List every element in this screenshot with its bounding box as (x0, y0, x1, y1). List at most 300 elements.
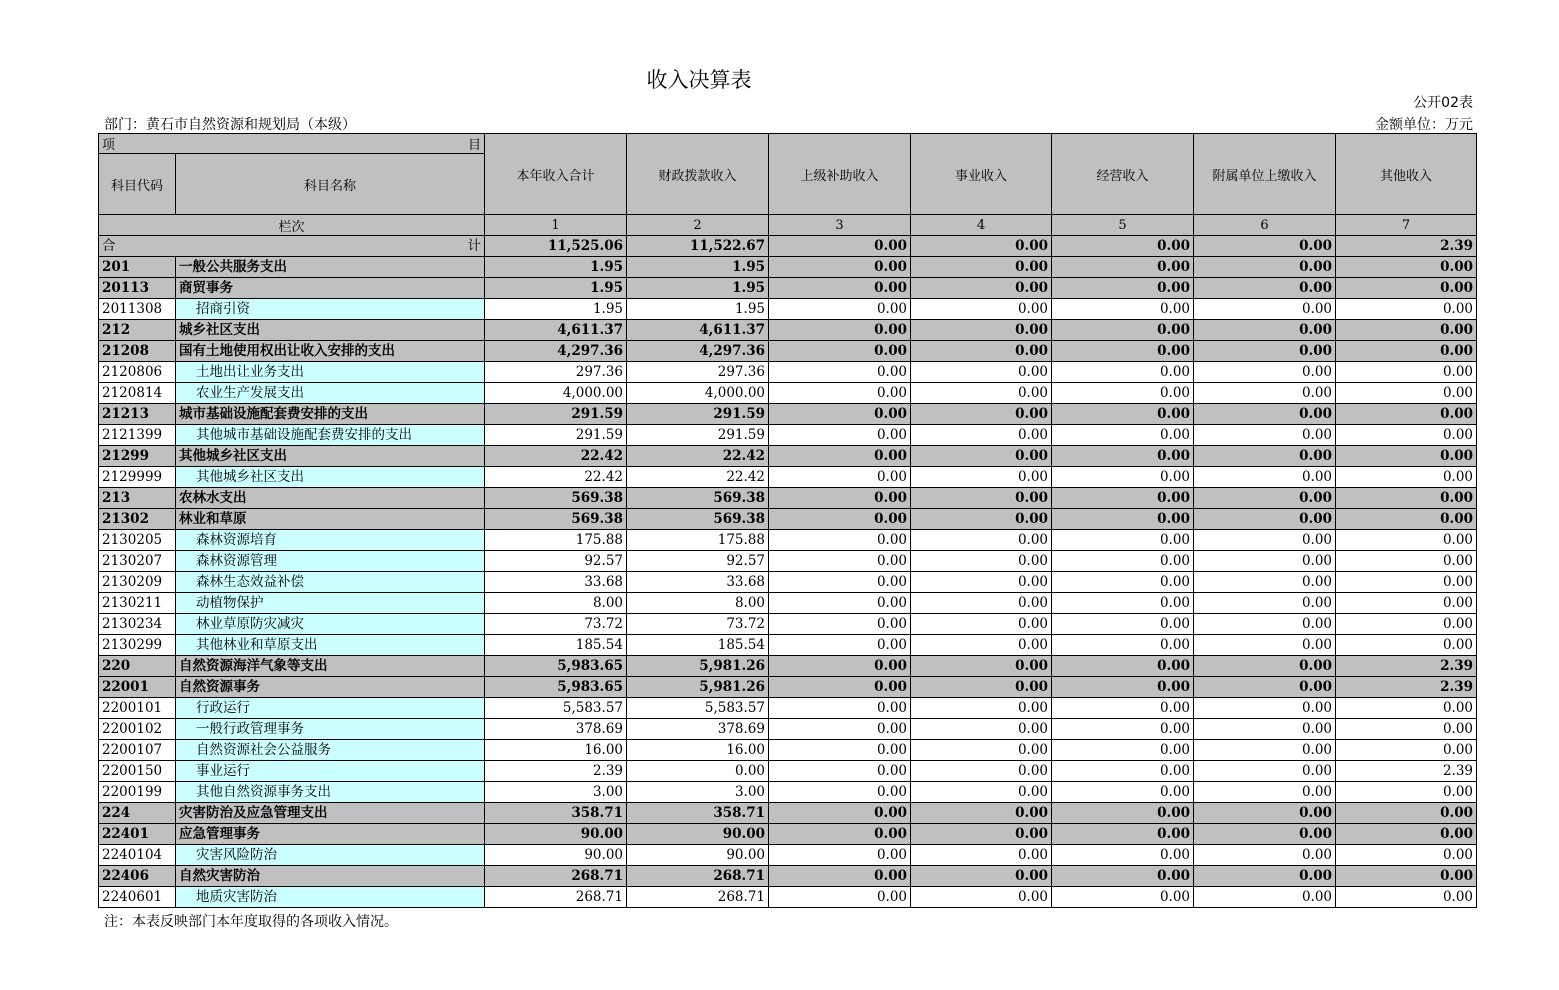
row-value-3: 0.00 (769, 320, 911, 341)
row-value-2: 569.38 (627, 509, 769, 530)
row-value-7: 0.00 (1336, 698, 1477, 719)
col-header-5: 经营收入 (1052, 134, 1194, 215)
total-right-label: 计 (467, 237, 481, 254)
row-code: 2120806 (99, 362, 176, 383)
row-value-1: 291.59 (485, 425, 627, 446)
col-number-2: 2 (627, 215, 769, 236)
row-value-1: 5,983.65 (485, 677, 627, 698)
row-value-7: 0.00 (1336, 887, 1477, 908)
row-value-5: 0.00 (1052, 677, 1194, 698)
row-value-4: 0.00 (911, 509, 1052, 530)
row-value-6: 0.00 (1194, 656, 1336, 677)
row-code: 213 (99, 488, 176, 509)
row-name: 林业和草原 (176, 509, 485, 530)
row-value-5: 0.00 (1052, 383, 1194, 404)
row-name: 自然资源海洋气象等支出 (176, 656, 485, 677)
row-value-3: 0.00 (769, 362, 911, 383)
row-value-3: 0.00 (769, 635, 911, 656)
row-value-7: 0.00 (1336, 740, 1477, 761)
row-value-7: 0.00 (1336, 509, 1477, 530)
row-name: 行政运行 (176, 698, 485, 719)
row-value-3: 0.00 (769, 299, 911, 320)
col-header-6: 附属单位上缴收入 (1194, 134, 1336, 215)
row-value-5: 0.00 (1052, 509, 1194, 530)
row-value-4: 0.00 (911, 551, 1052, 572)
row-value-2: 22.42 (627, 467, 769, 488)
table-row (99, 635, 1477, 656)
row-value-6: 0.00 (1194, 761, 1336, 782)
row-value-2: 175.88 (627, 530, 769, 551)
row-value-3: 0.00 (769, 656, 911, 677)
row-value-5: 0.00 (1052, 824, 1194, 845)
col-header-3: 上级补助收入 (769, 134, 911, 215)
row-value-1: 1.95 (485, 257, 627, 278)
row-value-1: 569.38 (485, 509, 627, 530)
item-right-label: 目 (467, 138, 481, 153)
row-value-1: 73.72 (485, 614, 627, 635)
total-value-3: 0.00 (769, 236, 911, 257)
row-value-5: 0.00 (1052, 299, 1194, 320)
col-number-7: 7 (1336, 215, 1477, 236)
row-code: 2240104 (99, 845, 176, 866)
row-code: 212 (99, 320, 176, 341)
row-name: 森林资源管理 (176, 551, 485, 572)
row-value-6: 0.00 (1194, 593, 1336, 614)
row-value-4: 0.00 (911, 887, 1052, 908)
total-value-5: 0.00 (1052, 236, 1194, 257)
row-code: 2200102 (99, 719, 176, 740)
row-value-1: 33.68 (485, 572, 627, 593)
row-value-4: 0.00 (911, 404, 1052, 425)
row-value-2: 185.54 (627, 635, 769, 656)
row-value-1: 4,297.36 (485, 341, 627, 362)
row-value-2: 1.95 (627, 299, 769, 320)
row-code: 2120814 (99, 383, 176, 404)
row-value-5: 0.00 (1052, 551, 1194, 572)
row-code: 21213 (99, 404, 176, 425)
table-row (99, 425, 1477, 446)
row-value-4: 0.00 (911, 488, 1052, 509)
col-header-2: 财政拨款收入 (627, 134, 769, 215)
row-value-7: 0.00 (1336, 446, 1477, 467)
row-value-4: 0.00 (911, 320, 1052, 341)
table-row (99, 719, 1477, 740)
header-row-numbers (99, 215, 1477, 236)
row-value-3: 0.00 (769, 551, 911, 572)
row-value-5: 0.00 (1052, 719, 1194, 740)
row-value-7: 2.39 (1336, 677, 1477, 698)
row-code: 21302 (99, 509, 176, 530)
row-name: 其他自然资源事务支出 (176, 782, 485, 803)
row-code: 2130234 (99, 614, 176, 635)
row-value-2: 90.00 (627, 845, 769, 866)
table-row (99, 782, 1477, 803)
row-value-3: 0.00 (769, 782, 911, 803)
row-value-7: 0.00 (1336, 488, 1477, 509)
row-value-2: 1.95 (627, 257, 769, 278)
row-value-6: 0.00 (1194, 845, 1336, 866)
row-name: 土地出让业务支出 (176, 362, 485, 383)
table-row (99, 530, 1477, 551)
table-row (99, 488, 1477, 509)
row-code: 2200101 (99, 698, 176, 719)
row-value-7: 2.39 (1336, 761, 1477, 782)
table-row (99, 887, 1477, 908)
row-value-2: 291.59 (627, 404, 769, 425)
row-name: 一般行政管理事务 (176, 719, 485, 740)
row-value-3: 0.00 (769, 719, 911, 740)
row-value-6: 0.00 (1194, 635, 1336, 656)
row-value-3: 0.00 (769, 446, 911, 467)
row-code: 220 (99, 656, 176, 677)
total-label-cell (99, 236, 485, 257)
row-value-2: 73.72 (627, 614, 769, 635)
row-value-1: 2.39 (485, 761, 627, 782)
row-value-7: 0.00 (1336, 341, 1477, 362)
row-value-1: 185.54 (485, 635, 627, 656)
row-code: 201 (99, 257, 176, 278)
row-value-3: 0.00 (769, 467, 911, 488)
header-row-item (99, 134, 1477, 154)
total-left-label: 合 (102, 237, 116, 254)
row-value-7: 0.00 (1336, 425, 1477, 446)
row-value-2: 4,000.00 (627, 383, 769, 404)
table-row (99, 656, 1477, 677)
row-code: 22001 (99, 677, 176, 698)
row-name: 农业生产发展支出 (176, 383, 485, 404)
row-name: 动植物保护 (176, 593, 485, 614)
row-value-4: 0.00 (911, 362, 1052, 383)
row-value-6: 0.00 (1194, 467, 1336, 488)
row-value-1: 8.00 (485, 593, 627, 614)
row-name: 其他城市基础设施配套费安排的支出 (176, 425, 485, 446)
row-value-6: 0.00 (1194, 320, 1336, 341)
row-value-7: 0.00 (1336, 551, 1477, 572)
row-value-5: 0.00 (1052, 803, 1194, 824)
row-code: 2130211 (99, 593, 176, 614)
table-row (99, 698, 1477, 719)
row-value-2: 92.57 (627, 551, 769, 572)
row-code: 2130209 (99, 572, 176, 593)
row-value-2: 5,981.26 (627, 656, 769, 677)
row-value-5: 0.00 (1052, 698, 1194, 719)
row-value-3: 0.00 (769, 761, 911, 782)
row-value-5: 0.00 (1052, 635, 1194, 656)
footer-note: 注：本表反映部门本年度取得的各项收入情况。 (104, 914, 398, 930)
row-value-2: 4,611.37 (627, 320, 769, 341)
row-value-6: 0.00 (1194, 362, 1336, 383)
table-row (99, 614, 1477, 635)
row-value-7: 0.00 (1336, 299, 1477, 320)
col-header-7: 其他收入 (1336, 134, 1477, 215)
table-row (99, 509, 1477, 530)
row-name: 自然资源社会公益服务 (176, 740, 485, 761)
row-value-5: 0.00 (1052, 572, 1194, 593)
row-value-6: 0.00 (1194, 824, 1336, 845)
row-value-3: 0.00 (769, 803, 911, 824)
row-name: 其他城乡社区支出 (176, 467, 485, 488)
row-value-6: 0.00 (1194, 446, 1336, 467)
page-title: 收入决算表 (646, 68, 752, 92)
row-value-4: 0.00 (911, 824, 1052, 845)
row-value-2: 291.59 (627, 425, 769, 446)
row-value-1: 22.42 (485, 467, 627, 488)
row-value-2: 3.00 (627, 782, 769, 803)
row-value-1: 268.71 (485, 866, 627, 887)
table-row (99, 467, 1477, 488)
row-name: 其他林业和草原支出 (176, 635, 485, 656)
row-code: 224 (99, 803, 176, 824)
row-value-2: 33.68 (627, 572, 769, 593)
row-value-4: 0.00 (911, 677, 1052, 698)
row-value-7: 0.00 (1336, 257, 1477, 278)
row-code: 2129999 (99, 467, 176, 488)
row-value-2: 268.71 (627, 887, 769, 908)
row-value-6: 0.00 (1194, 278, 1336, 299)
table-row (99, 761, 1477, 782)
row-value-6: 0.00 (1194, 257, 1336, 278)
row-code: 20113 (99, 278, 176, 299)
row-value-6: 0.00 (1194, 698, 1336, 719)
row-code: 21299 (99, 446, 176, 467)
row-value-4: 0.00 (911, 530, 1052, 551)
table-row (99, 551, 1477, 572)
name-header: 科目名称 (176, 154, 485, 215)
code-header: 科目代码 (99, 154, 176, 215)
row-value-3: 0.00 (769, 530, 911, 551)
row-value-4: 0.00 (911, 614, 1052, 635)
row-value-2: 297.36 (627, 362, 769, 383)
row-code: 2200107 (99, 740, 176, 761)
table-row (99, 383, 1477, 404)
row-value-2: 1.95 (627, 278, 769, 299)
row-value-3: 0.00 (769, 866, 911, 887)
total-value-1: 11,525.06 (485, 236, 627, 257)
row-value-4: 0.00 (911, 635, 1052, 656)
row-value-7: 0.00 (1336, 845, 1477, 866)
row-value-2: 4,297.36 (627, 341, 769, 362)
row-value-7: 0.00 (1336, 404, 1477, 425)
total-row (99, 236, 1477, 257)
row-value-7: 0.00 (1336, 467, 1477, 488)
row-value-6: 0.00 (1194, 614, 1336, 635)
row-value-3: 0.00 (769, 677, 911, 698)
col-number-5: 5 (1052, 215, 1194, 236)
row-value-6: 0.00 (1194, 425, 1336, 446)
row-value-6: 0.00 (1194, 782, 1336, 803)
row-value-3: 0.00 (769, 740, 911, 761)
table-row (99, 824, 1477, 845)
table-row (99, 320, 1477, 341)
row-value-4: 0.00 (911, 866, 1052, 887)
table-row (99, 593, 1477, 614)
col-header-1: 本年收入合计 (485, 134, 627, 215)
row-value-4: 0.00 (911, 299, 1052, 320)
row-name: 其他城乡社区支出 (176, 446, 485, 467)
row-value-5: 0.00 (1052, 362, 1194, 383)
row-value-4: 0.00 (911, 803, 1052, 824)
row-value-1: 175.88 (485, 530, 627, 551)
row-value-4: 0.00 (911, 383, 1052, 404)
row-value-7: 0.00 (1336, 782, 1477, 803)
row-value-2: 22.42 (627, 446, 769, 467)
row-value-6: 0.00 (1194, 551, 1336, 572)
row-value-1: 1.95 (485, 299, 627, 320)
row-value-4: 0.00 (911, 719, 1052, 740)
row-value-3: 0.00 (769, 383, 911, 404)
row-name: 商贸事务 (176, 278, 485, 299)
row-value-4: 0.00 (911, 698, 1052, 719)
row-code: 2200199 (99, 782, 176, 803)
row-name: 自然灾害防治 (176, 866, 485, 887)
row-value-2: 378.69 (627, 719, 769, 740)
row-value-1: 358.71 (485, 803, 627, 824)
row-value-7: 2.39 (1336, 656, 1477, 677)
row-name: 灾害防治及应急管理支出 (176, 803, 485, 824)
col-number-6: 6 (1194, 215, 1336, 236)
row-code: 21208 (99, 341, 176, 362)
row-value-5: 0.00 (1052, 740, 1194, 761)
total-value-7: 2.39 (1336, 236, 1477, 257)
row-value-4: 0.00 (911, 278, 1052, 299)
row-value-7: 0.00 (1336, 320, 1477, 341)
row-value-4: 0.00 (911, 656, 1052, 677)
row-value-6: 0.00 (1194, 530, 1336, 551)
table-row (99, 299, 1477, 320)
row-value-3: 0.00 (769, 257, 911, 278)
row-value-3: 0.00 (769, 341, 911, 362)
total-value-4: 0.00 (911, 236, 1052, 257)
row-value-1: 5,983.65 (485, 656, 627, 677)
row-value-6: 0.00 (1194, 488, 1336, 509)
row-value-1: 569.38 (485, 488, 627, 509)
row-code: 22406 (99, 866, 176, 887)
row-value-1: 378.69 (485, 719, 627, 740)
row-value-1: 90.00 (485, 845, 627, 866)
row-value-5: 0.00 (1052, 278, 1194, 299)
row-name: 地质灾害防治 (176, 887, 485, 908)
table-row (99, 677, 1477, 698)
row-name: 森林资源培育 (176, 530, 485, 551)
col-header-4: 事业收入 (911, 134, 1052, 215)
row-value-1: 297.36 (485, 362, 627, 383)
row-value-4: 0.00 (911, 425, 1052, 446)
item-left-label: 项 (102, 138, 116, 153)
table-row (99, 257, 1477, 278)
col-number-4: 4 (911, 215, 1052, 236)
row-value-6: 0.00 (1194, 341, 1336, 362)
row-value-6: 0.00 (1194, 383, 1336, 404)
row-value-7: 0.00 (1336, 572, 1477, 593)
row-value-3: 0.00 (769, 404, 911, 425)
row-value-5: 0.00 (1052, 614, 1194, 635)
table-row (99, 866, 1477, 887)
row-value-7: 0.00 (1336, 362, 1477, 383)
row-value-5: 0.00 (1052, 866, 1194, 887)
row-value-4: 0.00 (911, 782, 1052, 803)
row-value-5: 0.00 (1052, 887, 1194, 908)
row-value-3: 0.00 (769, 614, 911, 635)
row-value-4: 0.00 (911, 845, 1052, 866)
row-value-5: 0.00 (1052, 845, 1194, 866)
row-value-1: 22.42 (485, 446, 627, 467)
row-value-6: 0.00 (1194, 719, 1336, 740)
row-value-2: 5,583.57 (627, 698, 769, 719)
total-value-6: 0.00 (1194, 236, 1336, 257)
row-value-3: 0.00 (769, 509, 911, 530)
row-value-1: 291.59 (485, 404, 627, 425)
row-value-1: 3.00 (485, 782, 627, 803)
row-name: 事业运行 (176, 761, 485, 782)
table-row (99, 362, 1477, 383)
table-row (99, 803, 1477, 824)
row-value-7: 0.00 (1336, 803, 1477, 824)
row-value-5: 0.00 (1052, 320, 1194, 341)
row-value-7: 0.00 (1336, 635, 1477, 656)
row-value-1: 268.71 (485, 887, 627, 908)
row-value-3: 0.00 (769, 845, 911, 866)
row-value-4: 0.00 (911, 341, 1052, 362)
row-value-6: 0.00 (1194, 509, 1336, 530)
row-value-5: 0.00 (1052, 761, 1194, 782)
row-value-5: 0.00 (1052, 446, 1194, 467)
row-value-6: 0.00 (1194, 803, 1336, 824)
row-value-5: 0.00 (1052, 257, 1194, 278)
row-value-4: 0.00 (911, 467, 1052, 488)
row-value-6: 0.00 (1194, 299, 1336, 320)
table-row (99, 404, 1477, 425)
row-value-2: 268.71 (627, 866, 769, 887)
row-name: 应急管理事务 (176, 824, 485, 845)
row-value-2: 16.00 (627, 740, 769, 761)
row-value-7: 0.00 (1336, 719, 1477, 740)
row-value-3: 0.00 (769, 425, 911, 446)
row-name: 招商引资 (176, 299, 485, 320)
row-value-2: 5,981.26 (627, 677, 769, 698)
row-value-7: 0.00 (1336, 866, 1477, 887)
row-value-5: 0.00 (1052, 467, 1194, 488)
row-name: 林业草原防灾减灾 (176, 614, 485, 635)
row-value-1: 4,000.00 (485, 383, 627, 404)
row-name: 农林水支出 (176, 488, 485, 509)
row-value-1: 92.57 (485, 551, 627, 572)
row-value-3: 0.00 (769, 572, 911, 593)
row-value-1: 5,583.57 (485, 698, 627, 719)
row-value-5: 0.00 (1052, 656, 1194, 677)
row-value-7: 0.00 (1336, 614, 1477, 635)
income-table (98, 133, 1477, 908)
total-value-2: 11,522.67 (627, 236, 769, 257)
row-value-4: 0.00 (911, 761, 1052, 782)
row-value-4: 0.00 (911, 446, 1052, 467)
row-name: 灾害风险防治 (176, 845, 485, 866)
row-value-5: 0.00 (1052, 782, 1194, 803)
row-code: 2130299 (99, 635, 176, 656)
row-name: 自然资源事务 (176, 677, 485, 698)
row-value-5: 0.00 (1052, 341, 1194, 362)
row-value-7: 0.00 (1336, 383, 1477, 404)
row-code: 22401 (99, 824, 176, 845)
row-value-3: 0.00 (769, 698, 911, 719)
table-row (99, 341, 1477, 362)
row-code: 2130205 (99, 530, 176, 551)
row-value-4: 0.00 (911, 740, 1052, 761)
row-value-3: 0.00 (769, 488, 911, 509)
row-value-6: 0.00 (1194, 887, 1336, 908)
row-value-4: 0.00 (911, 572, 1052, 593)
row-name: 一般公共服务支出 (176, 257, 485, 278)
row-value-5: 0.00 (1052, 404, 1194, 425)
